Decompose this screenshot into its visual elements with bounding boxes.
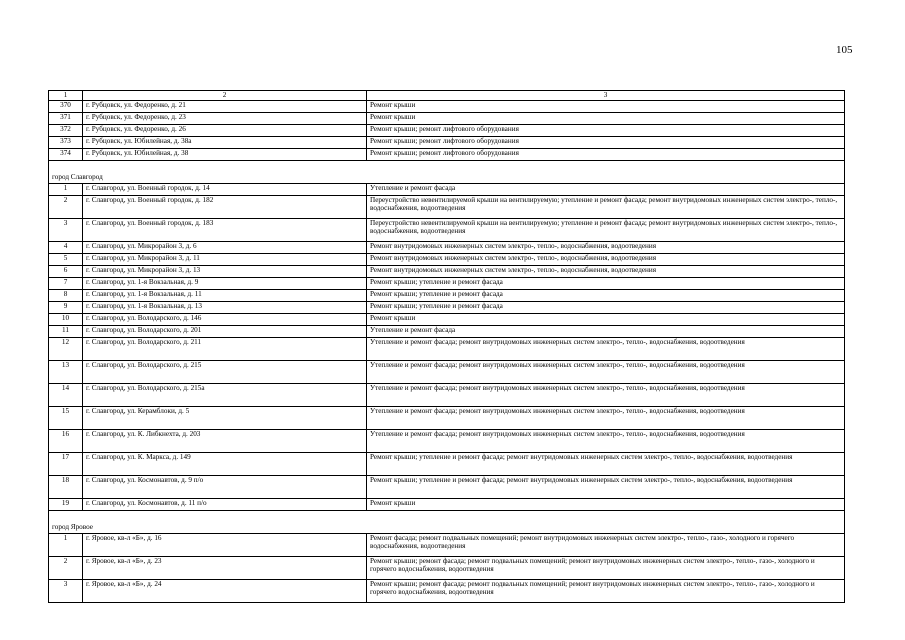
row-number: 370 (49, 100, 83, 112)
section-title: город Яровое (49, 523, 845, 534)
table-row (49, 301, 845, 313)
address-cell: г. Рубцовск, ул. Юбилейная, д. 38а (83, 136, 367, 148)
table-row (49, 429, 845, 452)
section-spacer-row (49, 160, 845, 173)
row-number: 1 (49, 183, 83, 195)
table-row (49, 498, 845, 510)
column-numbers-row (49, 91, 845, 101)
row-number: 17 (49, 452, 83, 475)
row-number: 372 (49, 124, 83, 136)
works-cell: Ремонт крыши; утепление и ремонт фасада; ремонт внутридомовых инженерных систем электро-, тепло-, водоснабжения, водоотведения (367, 452, 845, 475)
column-number-3: 3 (367, 91, 845, 101)
row-number: 374 (49, 148, 83, 160)
table-row (49, 218, 845, 241)
works-cell: Ремонт крыши; утепление и ремонт фасада (367, 301, 845, 313)
row-number: 9 (49, 301, 83, 313)
address-cell: г. Славгород, ул. Володарского, д. 215а (83, 383, 367, 406)
section-spacer-row (49, 510, 845, 523)
row-number: 6 (49, 265, 83, 277)
address-cell: г. Славгород, ул. 1-я Вокзальная, д. 11 (83, 289, 367, 301)
works-cell: Ремонт крыши; утепление и ремонт фасада; ремонт внутридомовых инженерных систем электро-, тепло-, водоснабжения, водоотведения (367, 475, 845, 498)
table-row (49, 136, 845, 148)
address-cell: г. Славгород, ул. Микрорайон 3, д. 13 (83, 265, 367, 277)
table-row (49, 533, 845, 556)
address-cell: г. Рубцовск, ул. Федоренко, д. 21 (83, 100, 367, 112)
address-cell: г. Яровое, кв-л «Б», д. 16 (83, 533, 367, 556)
works-cell: Ремонт крыши; ремонт фасада; ремонт подвальных помещений; ремонт внутридомовых инженерных систем электро-, тепло-, газо-, холодного и горячего водоснабжения, водоотведения (367, 556, 845, 579)
section-title-row (49, 173, 845, 184)
table-row (49, 406, 845, 429)
works-cell: Утепление и ремонт фасада; ремонт внутридомовых инженерных систем электро-, тепло-, водоснабжения, водоотведения (367, 337, 845, 360)
works-cell: Ремонт крыши; утепление и ремонт фасада (367, 277, 845, 289)
table-row (49, 265, 845, 277)
works-cell: Утепление и ремонт фасада (367, 183, 845, 195)
table-row (49, 475, 845, 498)
address-cell: г. Славгород, ул. Военный городок, д. 183 (83, 218, 367, 241)
column-number-2: 2 (83, 91, 367, 101)
address-cell: г. Яровое, кв-л «Б», д. 23 (83, 556, 367, 579)
table-row (49, 289, 845, 301)
works-cell: Ремонт внутридомовых инженерных систем электро-, тепло-, водоснабжения, водоотведения (367, 265, 845, 277)
address-cell: г. Славгород, ул. К. Маркса, д. 149 (83, 452, 367, 475)
column-number-1: 1 (49, 91, 83, 101)
row-number: 13 (49, 360, 83, 383)
address-cell: г. Славгород, ул. Микрорайон 3, д. 11 (83, 253, 367, 265)
section-title-row (49, 523, 845, 534)
row-number: 373 (49, 136, 83, 148)
table-row (49, 100, 845, 112)
address-cell: г. Славгород, ул. Космонавтов, д. 11 п/о (83, 498, 367, 510)
row-number: 1 (49, 533, 83, 556)
works-cell: Ремонт крыши; ремонт лифтового оборудования (367, 148, 845, 160)
works-cell: Утепление и ремонт фасада; ремонт внутридомовых инженерных систем электро-, тепло-, водоснабжения, водоотведения (367, 429, 845, 452)
table-row (49, 383, 845, 406)
address-cell: г. Славгород, ул. 1-я Вокзальная, д. 13 (83, 301, 367, 313)
table-row (49, 183, 845, 195)
row-number: 15 (49, 406, 83, 429)
address-cell: г. Яровое, кв-л «Б», д. 24 (83, 579, 367, 602)
works-cell: Утепление и ремонт фасада; ремонт внутридомовых инженерных систем электро-, тепло-, водоснабжения, водоотведения (367, 383, 845, 406)
works-cell: Утепление и ремонт фасада; ремонт внутридомовых инженерных систем электро-, тепло-, водоснабжения, водоотведения (367, 406, 845, 429)
table-row (49, 556, 845, 579)
table-row (49, 241, 845, 253)
works-cell: Ремонт фасада; ремонт подвальных помещений; ремонт внутридомовых инженерных систем электро-, тепло-, газо-, холодного и горячего водоснабжения, водоотведения (367, 533, 845, 556)
row-number: 3 (49, 579, 83, 602)
table-row (49, 579, 845, 602)
works-cell: Ремонт внутридомовых инженерных систем электро-, тепло-, водоснабжения, водоотведения (367, 241, 845, 253)
address-cell: г. Славгород, ул. Володарского, д. 211 (83, 337, 367, 360)
table-row (49, 112, 845, 124)
works-cell: Ремонт крыши; утепление и ремонт фасада (367, 289, 845, 301)
table-row (49, 253, 845, 265)
works-cell: Ремонт крыши; ремонт лифтового оборудования (367, 124, 845, 136)
section-title: город Славгород (49, 173, 845, 184)
section-spacer (49, 160, 845, 173)
works-cell: Переустройство невентилируемой крыши на вентилируемую; утепление и ремонт фасада; ремонт внутридомовых инженерных систем электро-, тепло-, водоснабжения, водоотведения (367, 195, 845, 218)
table-row (49, 195, 845, 218)
works-cell: Утепление и ремонт фасада; ремонт внутридомовых инженерных систем электро-, тепло-, водоснабжения, водоотведения (367, 360, 845, 383)
address-cell: г. Рубцовск, ул. Федоренко, д. 26 (83, 124, 367, 136)
row-number: 7 (49, 277, 83, 289)
row-number: 18 (49, 475, 83, 498)
address-cell: г. Славгород, ул. Военный городок, д. 182 (83, 195, 367, 218)
row-number: 10 (49, 313, 83, 325)
works-cell: Переустройство невентилируемой крыши на вентилируемую; утепление и ремонт фасада; ремонт внутридомовых инженерных систем электро-, тепло-, водоснабжения, водоотведения (367, 218, 845, 241)
address-cell: г. Рубцовск, ул. Юбилейная, д. 38 (83, 148, 367, 160)
page-number: 105 (836, 44, 853, 56)
address-cell: г. Рубцовск, ул. Федоренко, д. 23 (83, 112, 367, 124)
address-cell: г. Славгород, ул. Володарского, д. 215 (83, 360, 367, 383)
works-cell: Ремонт крыши (367, 100, 845, 112)
works-cell: Ремонт крыши (367, 112, 845, 124)
address-cell: г. Славгород, ул. Микрорайон 3, д. 6 (83, 241, 367, 253)
row-number: 14 (49, 383, 83, 406)
row-number: 11 (49, 325, 83, 337)
works-cell: Утепление и ремонт фасада (367, 325, 845, 337)
works-cell: Ремонт крыши; ремонт лифтового оборудования (367, 136, 845, 148)
address-cell: г. Славгород, ул. Володарского, д. 201 (83, 325, 367, 337)
address-cell: г. Славгород, ул. 1-я Вокзальная, д. 9 (83, 277, 367, 289)
row-number: 19 (49, 498, 83, 510)
works-cell: Ремонт крыши; ремонт фасада; ремонт подвальных помещений; ремонт внутридомовых инженерных систем электро-, тепло-, газо-, холодного и горячего водоснабжения, водоотведения (367, 579, 845, 602)
row-number: 371 (49, 112, 83, 124)
row-number: 16 (49, 429, 83, 452)
row-number: 12 (49, 337, 83, 360)
table-row (49, 337, 845, 360)
row-number: 4 (49, 241, 83, 253)
address-cell: г. Славгород, ул. К. Либкнехта, д. 203 (83, 429, 367, 452)
table-row (49, 124, 845, 136)
address-cell: г. Славгород, ул. Керамблоки, д. 5 (83, 406, 367, 429)
row-number: 2 (49, 195, 83, 218)
table-row (49, 325, 845, 337)
row-number: 5 (49, 253, 83, 265)
table-row (49, 452, 845, 475)
works-cell: Ремонт крыши (367, 498, 845, 510)
address-cell: г. Славгород, ул. Военный городок, д. 14 (83, 183, 367, 195)
row-number: 2 (49, 556, 83, 579)
works-table (48, 90, 845, 603)
section-spacer (49, 510, 845, 523)
row-number: 8 (49, 289, 83, 301)
table-row (49, 360, 845, 383)
address-cell: г. Славгород, ул. Володарского, д. 146 (83, 313, 367, 325)
address-cell: г. Славгород, ул. Космонавтов, д. 9 п/о (83, 475, 367, 498)
table-row (49, 313, 845, 325)
works-cell: Ремонт внутридомовых инженерных систем электро-, тепло-, водоснабжения, водоотведения (367, 253, 845, 265)
table-body (49, 91, 845, 603)
table-row (49, 277, 845, 289)
works-cell: Ремонт крыши (367, 313, 845, 325)
row-number: 3 (49, 218, 83, 241)
table-row (49, 148, 845, 160)
